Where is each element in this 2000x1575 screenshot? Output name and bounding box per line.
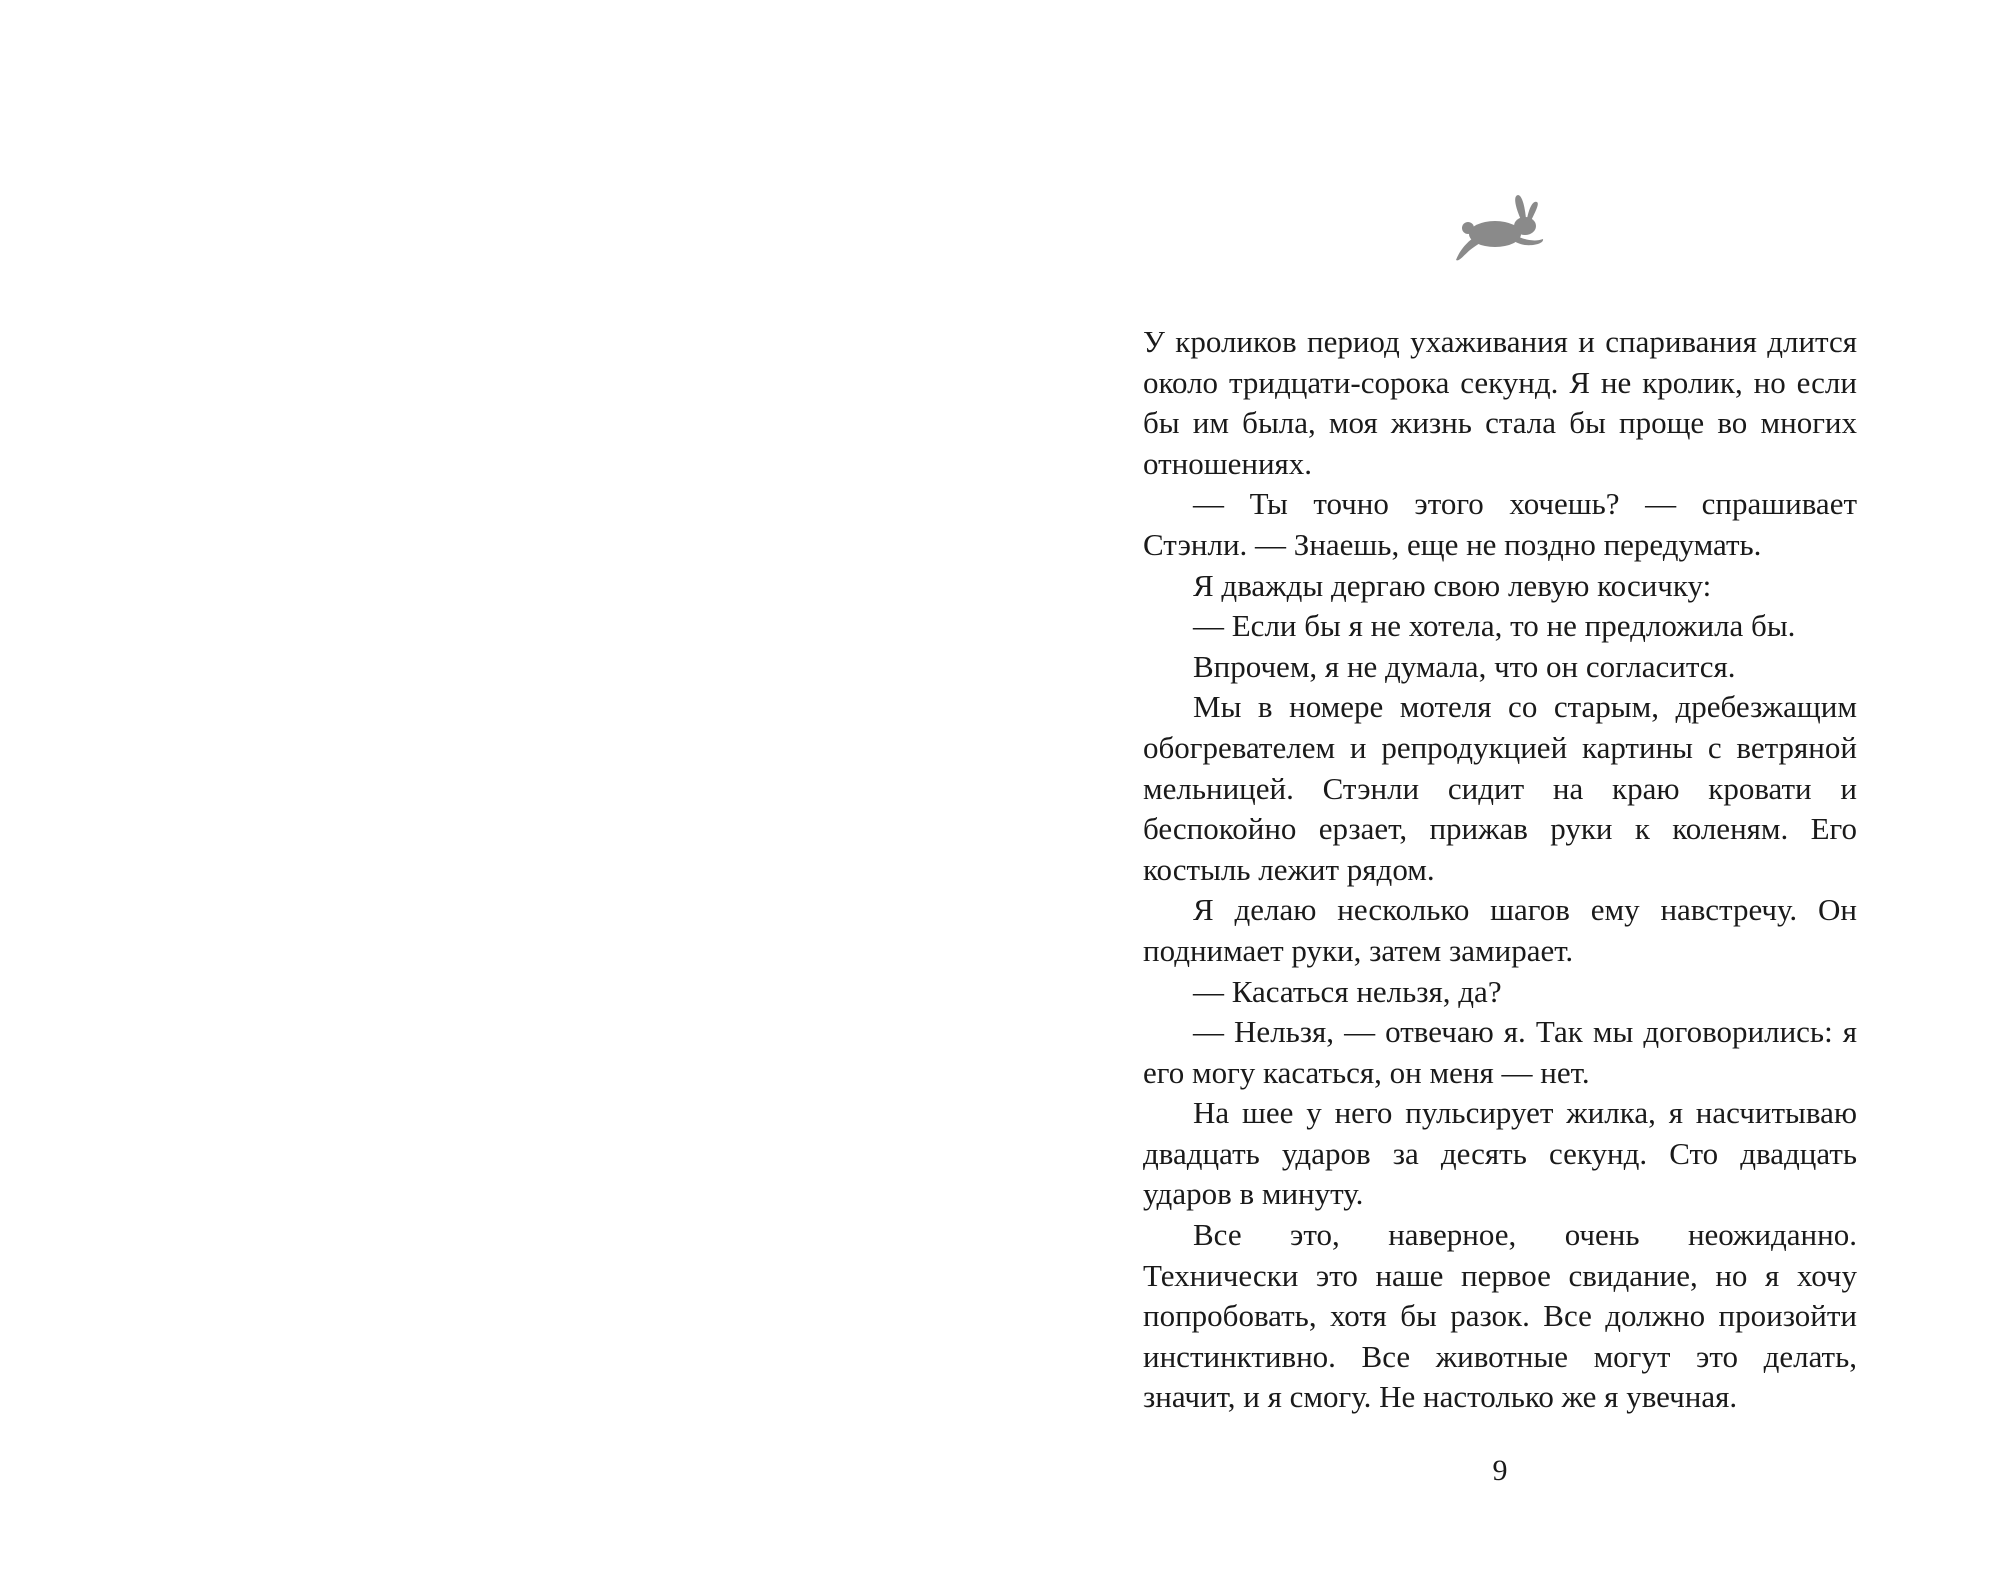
paragraph: Я дважды дергаю свою левую косичку: <box>1193 567 1712 603</box>
paragraph: У кроликов период ухаживания и спаривания длится около тридцати-сорока секунд. Я не кролик, но если бы им была, моя жизнь стала бы проще во многих отношениях. <box>1143 324 1857 481</box>
paragraph: Все это, наверное, очень неожиданно. Технически это наше первое свидание, но я хочу попробовать, хотя бы разок. Все должно произойти инстинктивно. Все животные могут это делать, значит, и я смогу. Не настолько же я увечная. <box>1143 1217 1857 1415</box>
paragraph: — Если бы я не хотела, то не предложила бы. <box>1193 608 1796 644</box>
paragraph: Мы в номере мотеля со старым, дребезжащим обогревателем и репродукцией картины с ветряной мельницей. Стэнли сидит на краю кровати и беспокойно ерзает, прижав руки к коленям. Его костыль лежит рядом. <box>1143 689 1857 887</box>
paragraph: Впрочем, я не думала, что он согласится. <box>1193 648 1736 684</box>
paragraph: — Ты точно этого хочешь? — спрашивает Стэнли. — Знаешь, еще не поздно передумать. <box>1143 486 1857 562</box>
right-page <box>1000 0 2000 1575</box>
paragraph: — Нельзя, — отвечаю я. Так мы договорились: я его могу касаться, он меня — нет. <box>1143 1014 1857 1090</box>
paragraph: Я делаю несколько шагов ему навстречу. Он поднимает руки, затем замирает. <box>1143 892 1857 968</box>
body-text <box>1143 322 1857 1418</box>
paragraph: На шее у него пульсирует жилка, я насчитываю двадцать ударов за десять секунд. Сто двадцать ударов в минуту. <box>1143 1095 1857 1212</box>
rabbit-icon <box>1455 192 1545 264</box>
paragraph: — Касаться нельзя, да? <box>1193 973 1502 1009</box>
page-number: 9 <box>1492 1454 1508 1487</box>
